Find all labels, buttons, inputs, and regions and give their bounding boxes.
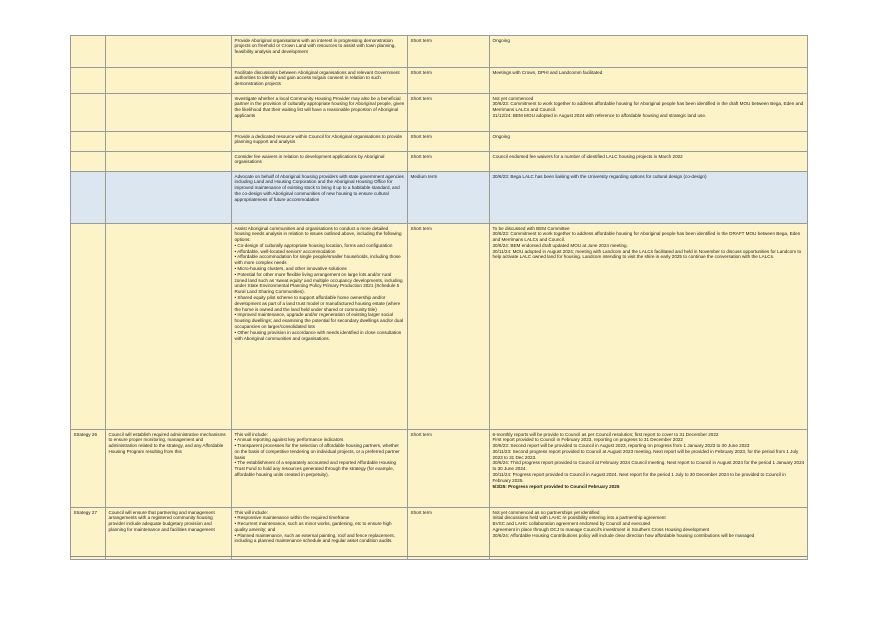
strategy-action-table xyxy=(70,35,808,560)
task-line: This will include: xyxy=(234,431,268,437)
task-bullet: • Improved maintenance, upgrade and/or regeneration of existing larger social housing dwellings; and examining the potential for secondary dwellings and/or dual occupancies on larger/consolidated lots xyxy=(234,312,404,330)
strategy-cell xyxy=(71,36,106,68)
timeframe-cell: Short term xyxy=(408,508,490,560)
table-row xyxy=(71,224,808,430)
status-cell xyxy=(490,172,808,224)
status-line: 30/6/23: Commitment to work together to address affordable housing for Aboriginal people has been identified in the draft MOU between Bega, Eden and Merrimans LALCs and Council. xyxy=(492,101,804,113)
task-bullet: • Shared equity pilot scheme to support affordable home ownership and/or development as part of a land trust model or manufactured housing estate (where the home is owned and the land held under shared or community title) xyxy=(234,295,401,312)
table-row xyxy=(71,508,808,560)
action-cell xyxy=(106,132,232,152)
status-line-latest: 5/3/25: Progress report provided to Council February 2025 xyxy=(492,483,620,489)
timeframe-cell: Short term xyxy=(408,94,490,132)
task-line: Provide Aboriginal organisations with an interest in progressing demonstration projects on freehold or Crown Land with resources to assist with town planning, feasibility analysis and development xyxy=(234,37,396,55)
timeframe-cell: Short term xyxy=(408,68,490,94)
task-line: Provide a dedicated resource within Council for Aboriginal organisations to provide planning support and analysis xyxy=(234,133,403,145)
strategy-cell xyxy=(71,132,106,152)
strategy-cell xyxy=(71,172,106,224)
task-line: Facilitate discussions between Aboriginal organisations and relevant Government authorities to identify and gain access to/gain consent in relation to such demonstration projects xyxy=(234,69,400,87)
status-line: 30/6/23: Second report will be provided to Council in August 2023, reporting on progress from 1 January 2023 to 30 June 2023 xyxy=(492,443,750,449)
timeframe-cell: Short term xyxy=(408,36,490,68)
action-cell xyxy=(106,94,232,132)
timeframe-cell: Short term xyxy=(408,430,490,508)
status-line: 30/6/23: Bega LALC has been liaising with the University regarding options for cultural design (co-design) xyxy=(492,173,707,179)
action-cell xyxy=(106,172,232,224)
table-row xyxy=(71,132,808,152)
status-line: 30/6/24: BEM endorsed draft updated MOU at June 2024 meeting. xyxy=(492,242,628,248)
status-line: Initial discussions held with LAHC re possibility entering into a partnership agreement xyxy=(492,515,666,521)
status-line: 30/11/24: Progress report provided to Council in August 2024. Next report for the period 1 July to 30 December 2024 to be provided to Council in February 2025. xyxy=(492,472,786,483)
status-line: 30/6/24: Third progress report provided to Council at February 2024 Council meeting. Next report to Council in August 2024 for the period 1 January 2024 to 30 June 2024. xyxy=(492,460,805,472)
status-line: Ongoing xyxy=(492,133,510,139)
task-cell xyxy=(232,172,408,224)
strategy-cell: Strategy 26 xyxy=(71,430,106,508)
status-line: 30/11/24: MOU adopted in August 2024; meeting with Landcom and the LALCs facilitated and held in November to discuss opportunities for Landcom to help activate LALC owned land for housing. Landcom intending to visit the shire in early 2025 to continue the conversation with the LALCs. xyxy=(492,248,802,260)
task-bullet: • Micro-housing clusters, and other innovative solutions xyxy=(234,266,347,272)
timeframe-cell: Short term xyxy=(408,224,490,430)
table-row xyxy=(71,68,808,94)
status-line: Not yet commenced xyxy=(492,95,534,101)
task-line: Advocate on behalf of Aboriginal housing providers with state government agencies including Land and Housing Corporation and the Aboriginal Housing Office for improved maintenance of existing stock to bring it up to a habitable standard, and the co-design with Aboriginal communities of new housing to ensure cultural appropriateness of future accommodation xyxy=(234,173,404,202)
status-cell xyxy=(490,36,808,68)
status-line: Meetings with Crown, DPHI and Landcomm facilitated xyxy=(492,69,603,75)
task-bullet: • Co-design of culturally appropriate housing location, forms and configuration xyxy=(234,242,393,248)
status-line: 6-monthly reports will be provide to Council as per Council resolution; first report to cover to 31 December 2022 xyxy=(492,431,719,437)
timeframe-cell: Medium term xyxy=(408,172,490,224)
status-line: 30/6/23: Commitment to work together to address affordable housing for Aboriginal people has been identified in the DRAFT MOU between Bega, Eden and Merrimans LALCs and Council. xyxy=(492,231,801,243)
task-line: Investigate whether a local Community Housing Provider may also be a beneficial partner in the provision of culturally appropriate housing for Aboriginal people, given the likelihood that their waiting list will have a reasonable proportion of Aboriginal applicants xyxy=(234,95,405,118)
table-row xyxy=(71,36,808,68)
status-line: 30/11/23: Second progress report provided to Council at August 2023 meeting. Next report will be provided in February 2023, for the period from 1 July 2023 to 31 Dec 2023. xyxy=(492,448,799,460)
task-bullet: • Affordable, well-located seniors’ accommodation xyxy=(234,248,336,254)
task-cell xyxy=(232,152,408,172)
task-bullet: • Responsive maintenance within the required timeframe xyxy=(234,515,350,521)
status-line: 30/6/24: Affordable Housing Contributions policy will include clear direction how affordable housing contributions will be managed xyxy=(492,532,755,538)
strategy-cell: Strategy 27 xyxy=(71,508,106,560)
action-cell: Council will ensure that partnering and management arrangements with a registered community housing provider include adequate budgetary provision and planning for maintenance and facilities management xyxy=(106,508,232,560)
task-bullet: • Annual reporting against key performance indicators xyxy=(234,437,344,443)
action-cell xyxy=(106,68,232,94)
strategy-cell xyxy=(71,152,106,172)
status-cell xyxy=(490,430,808,508)
task-bullet: • Recurrent maintenance, such as minor works, gardening, etc to ensure high quality amenity; and xyxy=(234,521,392,532)
status-line: Ongoing xyxy=(492,37,510,43)
status-cell xyxy=(490,94,808,132)
status-cell xyxy=(490,224,808,430)
table-row xyxy=(71,430,808,508)
status-line: BVSC and LAHC collaboration agreement endorsed by Council and executed xyxy=(492,521,651,527)
status-cell xyxy=(490,132,808,152)
task-bullet: • Other housing provision in accordance with needs identified in close consultation with Aboriginal communities and organisations. xyxy=(234,329,402,341)
task-bullet: • The establishment of a separately accounted and reported Affordable Housing Trust Fund to hold any resources generated through the strategy (for example, affordable housing units created in perpetuity). xyxy=(234,460,397,478)
task-cell xyxy=(232,224,408,430)
table-row xyxy=(71,94,808,132)
status-line: Council endorsed fee waivers for a number of identified LALC housing projects in March 2022 xyxy=(492,153,683,159)
strategy-cell xyxy=(71,68,106,94)
action-cell xyxy=(106,36,232,68)
status-line: 31/12/24: BEM MOU adopted in August 2024 with reference to affordable housing and strategic land use. xyxy=(492,112,707,118)
task-cell xyxy=(232,94,408,132)
task-cell xyxy=(232,430,408,508)
action-cell: Council will establish required administrative mechanisms to ensure proper monitoring, management and administration related to the strategy, and any Affordable Housing Program resulting from this xyxy=(106,430,232,508)
status-line: Not yet commenced as no partnerships yet identified xyxy=(492,509,600,515)
task-bullet: • Affordable accommodation for single people/smaller households, including those with more complex needs xyxy=(234,254,401,266)
strategy-cell xyxy=(71,224,106,430)
action-cell xyxy=(106,152,232,172)
task-cell xyxy=(232,68,408,94)
task-bullet: • Planned maintenance, such as external painting, roof and fence replacement, including a planned maintenance schedule and regular asset condition audits. xyxy=(234,532,395,544)
task-cell xyxy=(232,508,408,560)
task-line: Assist Aboriginal communities and organisations to conduct a more detailed housing needs analysis in relation to issues outlined above, including the following options: xyxy=(234,225,402,243)
table-row xyxy=(71,152,808,172)
page-divider xyxy=(70,556,807,557)
timeframe-cell: Short term xyxy=(408,132,490,152)
task-line: Consider fee waivers in relation to development applications by Aboriginal organisations xyxy=(234,153,385,165)
status-cell xyxy=(490,68,808,94)
strategy-cell xyxy=(71,94,106,132)
task-cell xyxy=(232,36,408,68)
status-cell xyxy=(490,508,808,560)
task-bullet: • Potential for other more flexible living arrangement on large lots and/or rural zoned land such as ‘sweat equity’ and multiple occupancy developments, including under State Environmental Planning Policy Primary Production 2021 (Schedule 5 Rural Land Sharing Communities). xyxy=(234,271,403,295)
task-line: This will include: xyxy=(234,509,268,515)
table-row xyxy=(71,172,808,224)
status-line: First report provided to Council in February 2023, reporting on progress to 31 December 2022 xyxy=(492,437,683,443)
task-bullet: • Transparent processes for the selection of affordable housing partners, whether on the basis of competitive tendering on individual projects, or a preferred partner basis xyxy=(234,443,400,460)
status-line: Agreement in place through DCJ to manage Council’s investment in Southern Cross Housing development xyxy=(492,526,710,532)
status-line: To be discussed with BEM Committee xyxy=(492,225,570,231)
action-cell xyxy=(106,224,232,430)
timeframe-cell: Short term xyxy=(408,152,490,172)
status-cell xyxy=(490,152,808,172)
task-cell xyxy=(232,132,408,152)
